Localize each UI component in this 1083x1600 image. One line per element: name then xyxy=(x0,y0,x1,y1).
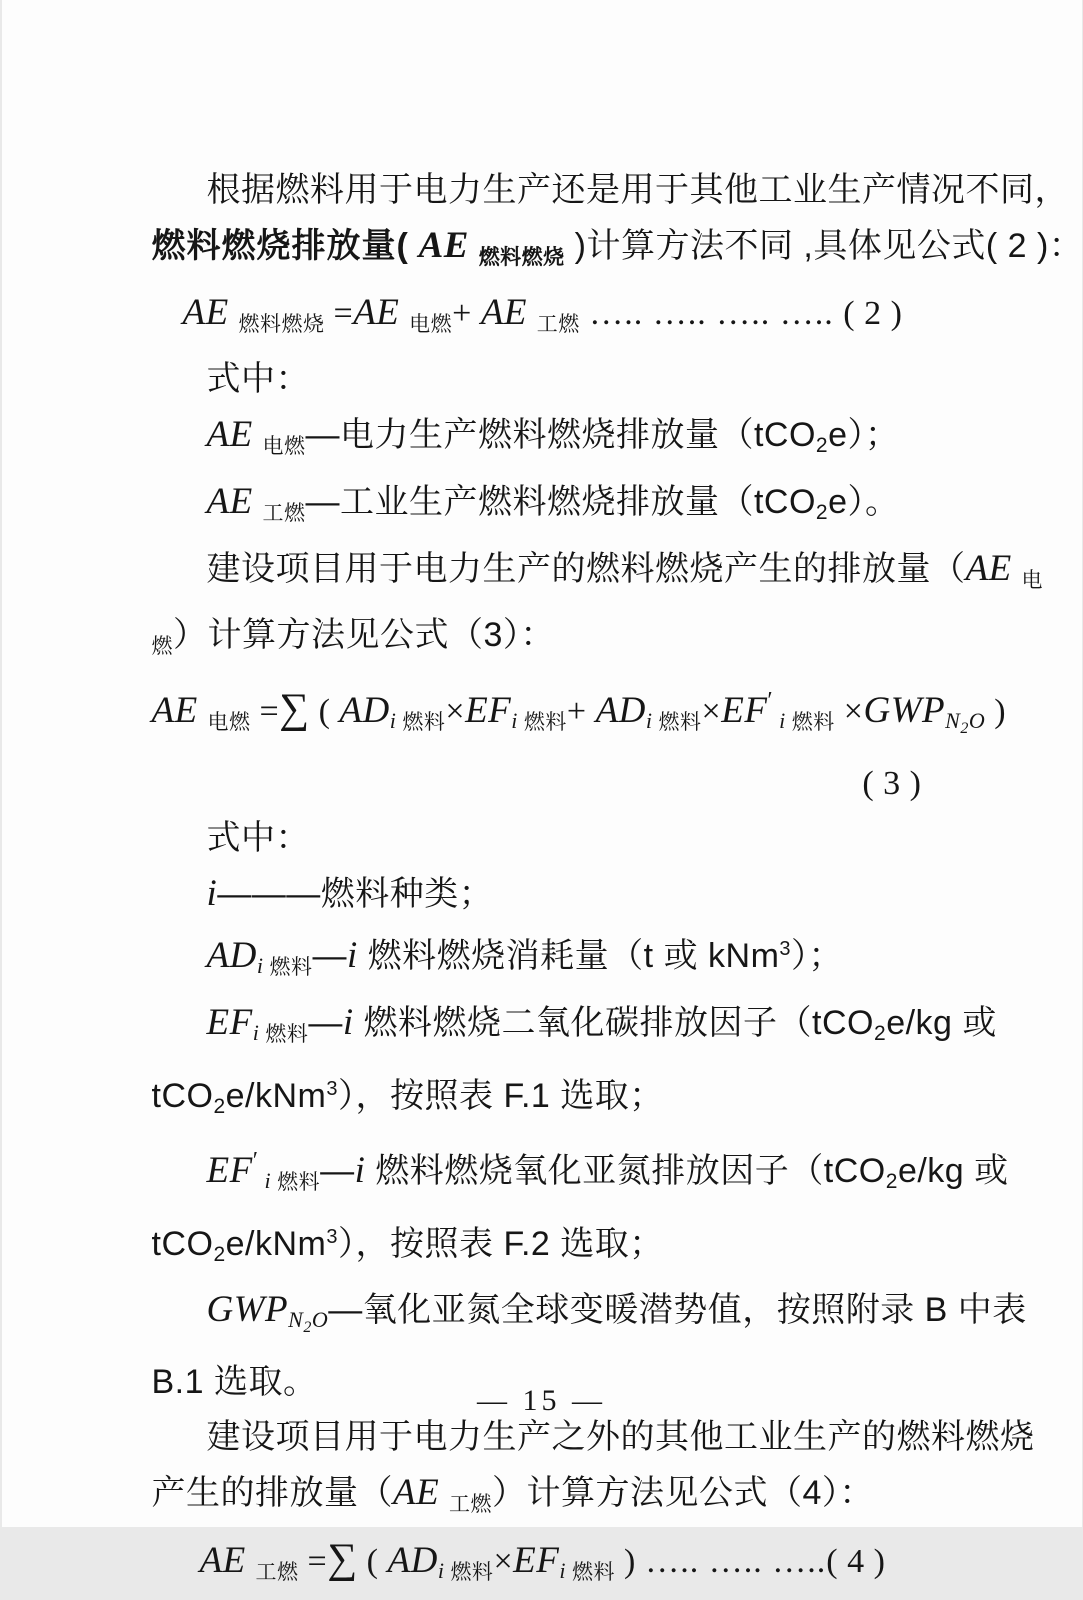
text-segment: 2 xyxy=(885,1170,898,1193)
text-segment: EF xyxy=(721,690,768,731)
text-segment: 3 xyxy=(326,1226,338,1248)
text-line xyxy=(152,1062,934,1134)
text-segment: —工业生产燃料燃烧排放量（tCO xyxy=(305,483,816,521)
text-segment: ）计算方法见公式（3）： xyxy=(173,616,555,654)
text-segment: 3 xyxy=(779,938,792,960)
text-segment: 电燃 xyxy=(207,711,251,734)
text-segment: i xyxy=(559,1558,572,1583)
text-line xyxy=(152,608,934,674)
text-segment: i xyxy=(354,1150,366,1191)
text-segment: = xyxy=(250,693,280,730)
text-segment: ….. ….. ….. xyxy=(635,1543,827,1580)
text-segment: 燃料燃烧 xyxy=(478,246,565,269)
text-segment: ———燃料种类； xyxy=(217,875,494,913)
text-segment: i xyxy=(511,708,524,733)
text-segment: AD xyxy=(595,690,646,731)
text-segment: e/kg 或 xyxy=(897,1152,1009,1190)
text-segment: 燃料 xyxy=(791,711,835,734)
text-segment: 式中： xyxy=(206,360,310,398)
text-segment: ….. ….. ….. ….. xyxy=(579,295,844,332)
text-segment: EF xyxy=(513,1540,560,1581)
text-segment: 燃料 xyxy=(277,1171,321,1194)
text-segment: AE xyxy=(480,292,537,333)
text-segment: 燃料 xyxy=(265,1023,309,1046)
text-segment: ′ xyxy=(252,1148,259,1174)
text-segment: 2 xyxy=(874,1022,887,1045)
text-line xyxy=(152,1282,1027,1355)
text-segment: AE xyxy=(199,1540,256,1581)
text-segment: N xyxy=(288,1307,304,1332)
text-segment: i xyxy=(645,708,659,733)
text-segment: EF xyxy=(465,690,512,731)
text-segment: 建设项目用于电力生产之外的其他工业生产的燃料燃烧 xyxy=(206,1418,1035,1456)
text-line xyxy=(152,1465,934,1532)
text-line xyxy=(152,756,934,811)
text-line xyxy=(152,407,934,474)
text-segment: N xyxy=(945,708,961,733)
text-segment: 电燃 xyxy=(262,435,306,458)
text-segment: 计算方法不同 ,具体见公式( 2 )： xyxy=(586,227,1083,265)
text-segment: 电燃 xyxy=(409,313,453,336)
text-segment: × xyxy=(493,1543,514,1580)
text-segment: ) xyxy=(985,693,1007,730)
text-segment: + xyxy=(452,295,481,332)
text-segment: × xyxy=(701,693,722,730)
text-segment: e/kNm xyxy=(225,1225,327,1263)
text-segment: ′ xyxy=(767,688,774,714)
text-line xyxy=(152,995,997,1062)
text-segment: i xyxy=(342,1002,354,1043)
page-number: — 15 — xyxy=(477,1384,606,1417)
text-line xyxy=(151,674,1007,756)
text-segment: 2 xyxy=(815,501,829,524)
text-segment: e）。 xyxy=(828,483,900,521)
text-line xyxy=(151,218,1083,285)
text-line xyxy=(152,285,934,352)
text-line xyxy=(152,1210,934,1282)
text-line xyxy=(152,1134,1009,1210)
text-segment: 燃 xyxy=(151,635,173,658)
text-line xyxy=(152,474,934,541)
text-line xyxy=(152,1410,1035,1465)
text-segment: —电力生产燃料燃烧排放量（tCO xyxy=(305,416,816,454)
text-segment: 2 xyxy=(815,434,829,457)
text-segment: 电 xyxy=(1021,569,1043,592)
text-segment: e）； xyxy=(828,416,900,454)
text-segment: AE xyxy=(353,292,410,333)
text-segment: ∑ xyxy=(327,1536,358,1582)
text-segment: AD xyxy=(206,935,257,976)
text-segment: 工燃 xyxy=(448,1493,492,1516)
text-segment: 式中： xyxy=(206,819,310,857)
text-segment: ），按照表 F.2 选取； xyxy=(338,1225,664,1263)
text-segment: ）计算方法见公式（4）： xyxy=(491,1474,874,1512)
text-segment: ( 4 ) xyxy=(826,1543,886,1580)
text-segment: e/kg 或 xyxy=(886,1004,997,1042)
text-segment: 工燃 xyxy=(262,502,306,525)
text-segment: 燃料 xyxy=(523,711,567,734)
text-segment: + xyxy=(566,693,596,730)
text-segment: i xyxy=(258,1168,278,1193)
text-segment: tCO xyxy=(151,1077,214,1115)
text-segment: 燃料 xyxy=(571,1561,615,1584)
text-segment: 建设项目用于电力生产的燃料燃烧产生的排放量（ xyxy=(206,550,966,588)
text-segment: AE xyxy=(206,414,263,455)
text-segment: AE xyxy=(206,481,263,522)
text-line xyxy=(152,352,934,407)
text-segment: 燃料燃烧二氧化碳排放因子（tCO xyxy=(353,1004,875,1042)
text-segment: ( 2 ) xyxy=(843,295,903,332)
text-line xyxy=(152,811,934,866)
text-segment: × xyxy=(834,693,864,730)
text-segment: 2 xyxy=(960,720,969,737)
text-segment: EF xyxy=(206,1150,253,1191)
text-segment: 工燃 xyxy=(255,1561,299,1584)
text-segment: 燃料燃烧氧化亚氮排放因子（tCO xyxy=(365,1152,886,1190)
text-segment: ( xyxy=(357,1543,388,1580)
text-segment: ），按照表 F.1 选取； xyxy=(338,1077,664,1115)
text-segment: i xyxy=(346,935,358,976)
text-line xyxy=(152,922,934,995)
text-segment: ) xyxy=(564,227,587,265)
text-segment: 工燃 xyxy=(536,313,580,336)
text-segment: AE xyxy=(965,548,1022,589)
text-segment: ( xyxy=(309,693,340,730)
text-segment: —氧化亚氮全球变暖潜势值，按照附录 B 中表 xyxy=(328,1291,1027,1329)
text-segment: 产生的排放量（ xyxy=(151,1474,393,1512)
document-page xyxy=(2,0,1083,1584)
text-segment: AE xyxy=(408,225,479,266)
text-segment: O xyxy=(968,708,986,733)
text-segment: 燃料 xyxy=(658,711,702,734)
text-segment: 2 xyxy=(303,1319,312,1336)
text-segment: GWP xyxy=(863,690,946,731)
text-segment: i xyxy=(206,873,218,914)
text-segment: 根据燃料用于电力生产还是用于其他工业生产情况不同， xyxy=(206,171,1069,209)
text-segment: = xyxy=(324,295,354,332)
text-segment: × xyxy=(445,693,466,730)
text-line xyxy=(152,866,934,922)
text-segment: 3 xyxy=(326,1078,338,1100)
text-segment: ) xyxy=(614,1543,636,1580)
text-segment: tCO xyxy=(151,1225,214,1263)
text-segment: AE xyxy=(182,292,239,333)
text-segment: i xyxy=(256,953,270,978)
text-segment: i xyxy=(389,708,403,733)
text-segment: 燃料燃烧排放量( xyxy=(151,227,409,265)
text-line xyxy=(152,1532,934,1600)
text-segment: 燃料燃烧消耗量（t 或 kNm xyxy=(357,937,780,975)
text-segment: ∑ xyxy=(279,686,310,732)
text-segment: — xyxy=(320,1152,355,1190)
text-segment: GWP xyxy=(206,1289,289,1330)
text-segment: B.1 选取。 xyxy=(151,1363,318,1401)
text-segment: AD xyxy=(387,1540,438,1581)
text-segment: e/kNm xyxy=(225,1077,327,1115)
text-segment: 燃料 xyxy=(269,956,313,979)
text-segment: EF xyxy=(206,1002,253,1043)
text-segment: — xyxy=(312,937,347,975)
text-line xyxy=(152,541,1043,608)
text-segment: 燃料 xyxy=(402,711,446,734)
text-segment: ( 3 ) xyxy=(862,765,922,802)
text-segment: AD xyxy=(339,690,390,731)
text-segment: AE xyxy=(151,690,208,731)
text-segment: i xyxy=(252,1020,266,1045)
text-line xyxy=(152,163,1069,218)
text-segment: ）； xyxy=(791,937,844,975)
text-segment: AE xyxy=(393,1472,449,1513)
text-segment: O xyxy=(311,1307,329,1332)
text-segment: = xyxy=(298,1543,328,1580)
text-segment: i xyxy=(773,708,792,733)
text-segment: — xyxy=(308,1004,343,1042)
text-segment: i xyxy=(437,1558,451,1583)
text-segment: 燃料 xyxy=(450,1561,494,1584)
text-segment: 2 xyxy=(213,1243,226,1266)
text-segment: 燃料燃烧 xyxy=(238,313,325,336)
text-segment: 2 xyxy=(213,1095,226,1118)
